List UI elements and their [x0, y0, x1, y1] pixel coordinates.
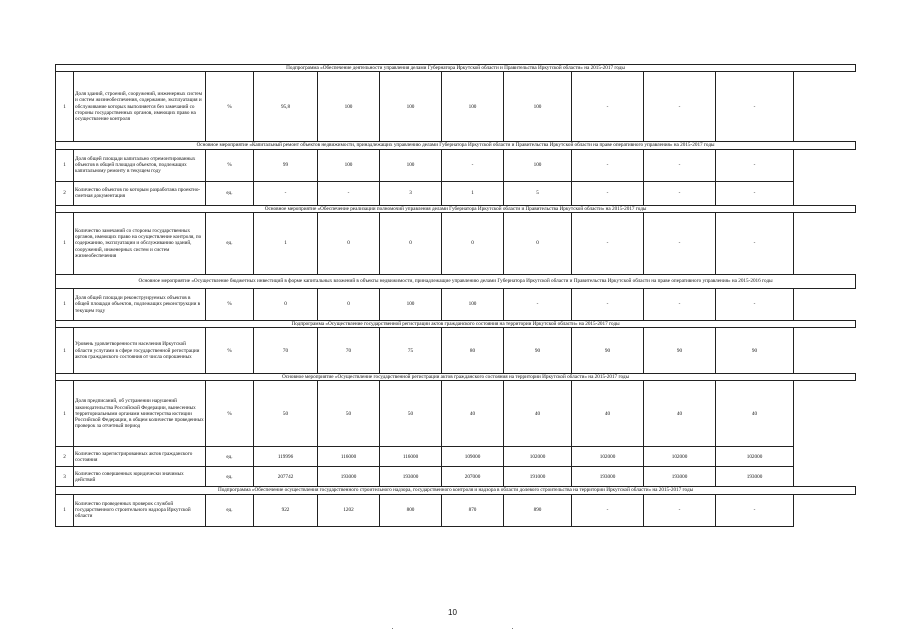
indicator-row: [56, 494, 856, 526]
section-title: Подпрограмма «Осуществление государственной регистрации актов гражданского состояния на территории Иркутской области» на 2015-2017 годы: [56, 320, 856, 327]
unit-cell: %: [206, 149, 254, 181]
value-cell: 0: [442, 212, 504, 274]
unit-cell: ед.: [206, 467, 254, 487]
value-cell: 0: [504, 212, 572, 274]
value-cell: 90: [716, 328, 794, 374]
value-cell: 102000: [716, 447, 794, 467]
value-cell: 0: [380, 212, 442, 274]
indicator-name-cell: Количество зарегистрированных актов гражданского состояния: [74, 447, 206, 467]
value-cell: 193000: [380, 467, 442, 487]
unit-cell: ед.: [206, 181, 254, 205]
value-cell: 100: [504, 72, 572, 142]
value-cell: 100: [318, 149, 380, 181]
value-cell: 50: [318, 381, 380, 447]
indicator-name-cell: Доля зданий, строений, сооружений, инженерных систем и систем жизнеобеспечения, содержание, эксплуатация и обслуживание которых выполняется без замечаний со стороны государственных органов, имеющих право на осуществление контроля: [74, 72, 206, 142]
unit-cell: ед.: [206, 212, 254, 274]
indicators-table: [55, 64, 856, 527]
value-cell: 80: [442, 328, 504, 374]
value-cell: 193000: [716, 467, 794, 487]
value-cell: -: [442, 149, 504, 181]
scan-mark: [392, 628, 393, 629]
row-number-cell: 1: [56, 381, 74, 447]
page-number: 10: [448, 608, 457, 617]
value-cell: 922: [254, 494, 318, 526]
value-cell: -: [716, 181, 794, 205]
unit-cell: %: [206, 72, 254, 142]
indicator-row: [56, 149, 856, 181]
value-cell: 100: [318, 72, 380, 142]
indicator-name-cell: Количество объектов по которым разработана проектно-сметная документация: [74, 181, 206, 205]
value-cell: 102000: [644, 447, 716, 467]
section-title: Основное мероприятие «Осуществление государственной регистрации актов гражданского состояния на территории Иркутской области» на 2015-2017 годы: [56, 374, 856, 381]
value-cell: 193000: [572, 467, 644, 487]
value-cell: 0: [254, 288, 318, 320]
value-cell: -: [644, 181, 716, 205]
row-number-cell: 3: [56, 467, 74, 487]
value-cell: 100: [380, 149, 442, 181]
value-cell: -: [716, 149, 794, 181]
value-cell: -: [572, 288, 644, 320]
indicator-name-cell: Доля общей площади капитально отремонтированных объектов в общей площади объектов, подлежащих капитальному ремонту в текущем году: [74, 149, 206, 181]
value-cell: -: [716, 212, 794, 274]
value-cell: 40: [716, 381, 794, 447]
value-cell: 193000: [318, 467, 380, 487]
value-cell: -: [572, 494, 644, 526]
value-cell: 100: [442, 72, 504, 142]
value-cell: -: [644, 72, 716, 142]
value-cell: -: [504, 288, 572, 320]
unit-cell: %: [206, 328, 254, 374]
row-number-cell: 1: [56, 72, 74, 142]
value-cell: 99: [254, 149, 318, 181]
value-cell: -: [572, 212, 644, 274]
value-cell: -: [254, 181, 318, 205]
value-cell: 100: [380, 72, 442, 142]
value-cell: 70: [318, 328, 380, 374]
unit-cell: ед.: [206, 447, 254, 467]
value-cell: 119996: [254, 447, 318, 467]
value-cell: 100: [504, 149, 572, 181]
value-cell: 890: [504, 494, 572, 526]
section-title-row: [56, 320, 856, 327]
value-cell: 95,8: [254, 72, 318, 142]
section-title-row: [56, 205, 856, 212]
value-cell: 1202: [318, 494, 380, 526]
value-cell: 3: [380, 181, 442, 205]
section-title-row: [56, 374, 856, 381]
section-title: Основное мероприятие «Осуществление бюджетных инвестиций в форме капитальных вложений в объекты недвижимости, принадлежащие управлению делами Губернатора Иркутской области и Правительства Иркутской области на праве оперативного управления» на 2015-2016 годы: [56, 274, 856, 288]
value-cell: -: [644, 212, 716, 274]
row-number-cell: 1: [56, 149, 74, 181]
indicator-row: [56, 328, 856, 374]
row-number-cell: 1: [56, 328, 74, 374]
indicator-row: [56, 381, 856, 447]
section-title-row: [56, 487, 856, 494]
value-cell: 40: [504, 381, 572, 447]
value-cell: -: [644, 149, 716, 181]
value-cell: 70: [254, 328, 318, 374]
row-number-cell: 1: [56, 212, 74, 274]
section-title: Подпрограмма «Обеспечение деятельности управления делами Губернатора Иркутской области и Правительства Иркутской области» на 2015-2017 годы: [56, 65, 856, 72]
table-body: [56, 65, 856, 527]
value-cell: 102000: [572, 447, 644, 467]
value-cell: 191000: [504, 467, 572, 487]
value-cell: 50: [254, 381, 318, 447]
value-cell: -: [716, 72, 794, 142]
value-cell: 800: [380, 494, 442, 526]
section-title: Основное мероприятие «Капитальный ремонт объектов недвижимости, принадлежащих управлению делами Губернатора Иркутской области и Правительства Иркутской области на праве оперативного управления» на 2015-2017 годы: [56, 142, 856, 149]
value-cell: 109000: [442, 447, 504, 467]
value-cell: 40: [572, 381, 644, 447]
value-cell: -: [572, 72, 644, 142]
value-cell: 0: [318, 288, 380, 320]
value-cell: 5: [504, 181, 572, 205]
value-cell: 90: [572, 328, 644, 374]
value-cell: 102000: [504, 447, 572, 467]
value-cell: 870: [442, 494, 504, 526]
value-cell: 90: [504, 328, 572, 374]
value-cell: 116000: [318, 447, 380, 467]
indicator-row: [56, 467, 856, 487]
indicator-row: [56, 212, 856, 274]
value-cell: 1: [254, 212, 318, 274]
section-title: Подпрограмма «Обеспечение осуществления государственного строительного надзора, государственного контроля и надзора в области долевого строительства на территории Иркутской области» на 2015-2017 годы: [56, 487, 856, 494]
value-cell: 90: [644, 328, 716, 374]
section-title: Основное мероприятие «Обеспечение реализации полномочий управления делами Губернатора Иркутской области и Правительства Иркутской области» на 2015-2017 годы: [56, 205, 856, 212]
value-cell: 40: [442, 381, 504, 447]
indicator-name-cell: Количество проведенных проверок службой государственного строительного надзора Иркутской области: [74, 494, 206, 526]
indicator-row: [56, 447, 856, 467]
value-cell: 207000: [442, 467, 504, 487]
row-number-cell: 1: [56, 288, 74, 320]
scan-mark: [512, 628, 513, 629]
row-number-cell: 2: [56, 447, 74, 467]
value-cell: 100: [442, 288, 504, 320]
row-number-cell: 2: [56, 181, 74, 205]
value-cell: 207742: [254, 467, 318, 487]
unit-cell: %: [206, 381, 254, 447]
row-number-cell: 1: [56, 494, 74, 526]
value-cell: 75: [380, 328, 442, 374]
section-title-row: [56, 274, 856, 288]
indicator-row: [56, 288, 856, 320]
value-cell: 193000: [644, 467, 716, 487]
section-title-row: [56, 142, 856, 149]
value-cell: -: [644, 494, 716, 526]
unit-cell: %: [206, 288, 254, 320]
value-cell: -: [716, 288, 794, 320]
indicator-name-cell: Количество совершенных юридически значимых действий: [74, 467, 206, 487]
section-title-row: [56, 65, 856, 72]
value-cell: 1: [442, 181, 504, 205]
indicator-name-cell: Количество замечаний со стороны государственных органов, имеющих право на осуществление контроля, по содержанию, эксплуатации и обслуживанию зданий, сооружений, инженерных систем и систем жизнеобеспечения: [74, 212, 206, 274]
indicator-name-cell: Уровень удовлетворенности населения Иркутской области услугами в сфере государственной регистрации актов гражданского состояния от числа опрошенных: [74, 328, 206, 374]
value-cell: -: [572, 181, 644, 205]
indicator-name-cell: Доля предписаний, об устранении нарушений законодательства Российской Федерации, вынесенных территориальными органами министерства юстиции Российской Федерации, в общем количестве проведенных проверок за отчетный период: [74, 381, 206, 447]
value-cell: -: [572, 149, 644, 181]
value-cell: 116000: [380, 447, 442, 467]
value-cell: -: [716, 494, 794, 526]
unit-cell: ед.: [206, 494, 254, 526]
value-cell: 0: [318, 212, 380, 274]
indicator-name-cell: Доля общей площади реконструируемых объектов в общей площади объектов, подлежащих реконструкции в текущем году: [74, 288, 206, 320]
indicator-row: [56, 72, 856, 142]
value-cell: 100: [380, 288, 442, 320]
value-cell: -: [644, 288, 716, 320]
value-cell: 40: [644, 381, 716, 447]
value-cell: -: [318, 181, 380, 205]
indicator-row: [56, 181, 856, 205]
value-cell: 50: [380, 381, 442, 447]
